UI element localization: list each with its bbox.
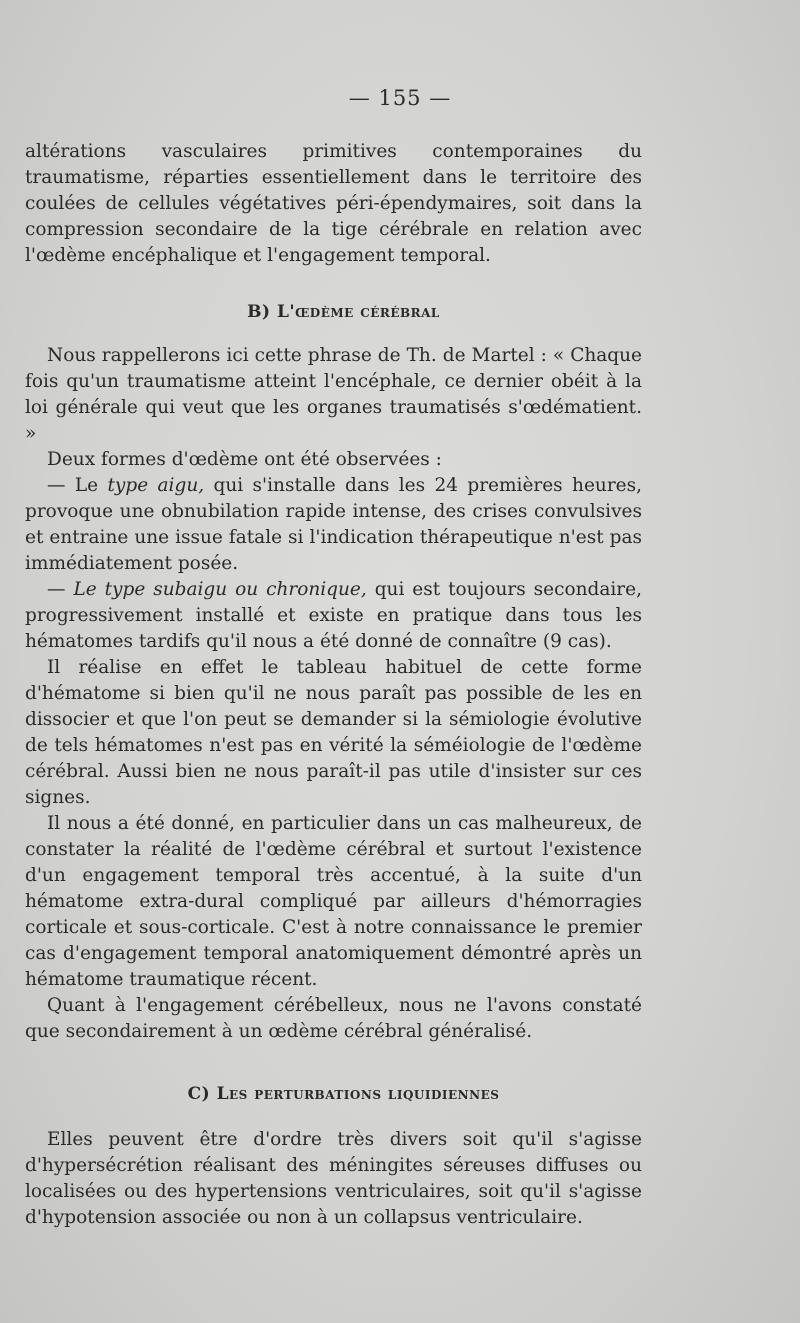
acute-rest: qui s'installe dans les 24 premières heures, provoque une obnubilation rapide intense, des crises convulsives et entraine une issue fatale si l'indication thérapeutique n'est pas immédiatement posée. [25,475,642,574]
section-heading-b [25,299,642,325]
paragraph-subacute-type [25,577,642,655]
section-b-letter: B) [247,302,271,322]
subacute-prefix: — [47,579,74,600]
paragraph-cerebellar: Quant à l'engagement cérébelleux, nous ne l'avons constaté que secondairement à un œdème cérébral généralisé. [25,995,642,1042]
paragraph-martel-quote: Nous rappellerons ici cette phrase de Th. de Martel : « Chaque fois qu'un traumatisme atteint l'encéphale, ce dernier obéit à la loi générale qui veut que les organes traumatisés s'œdématient. » [25,345,642,444]
section-c-letter: C) [187,1084,211,1104]
acute-italic: type aigu, [107,475,205,496]
subacute-rest: qui est toujours secondaire, progressivement installé et existe en pratique dans tous les hématomes tardifs qu'il nous a été donné de connaître (9 cas). [25,579,642,652]
paragraph-case: Il nous a été donné, en particulier dans un cas malheureux, de constater la réalité de l'œdème cérébral et surtout l'existence d'un engagement temporal très accentué, à la suite d'un hématome extra-dural compliqué par ailleurs d'hémorragies corticale et sous-corticale. C'est à notre connaissance le premier cas d'engagement temporal anatomiquement démontré après un hématome traumatique récent. [25,813,642,990]
page-number: — 155 — [348,86,452,110]
paragraph-two-forms: Deux formes d'œdème ont été observées : [47,449,442,470]
page-body [25,139,642,1231]
paragraph-liquid: Elles peuvent être d'ordre très divers soit qu'il s'agisse d'hypersécrétion réalisant des méningites séreuses diffuses ou localisées ou des hypertensions ventriculaires, soit qu'il s'agisse d'hypotension associée ou non à un collapsus ventriculaire. [25,1129,642,1228]
paragraph-tableau: Il réalise en effet le tableau habituel de cette forme d'hématome si bien qu'il ne nous paraît pas possible de les en dissocier et que l'on peut se demander si la sémiologie évolutive de tels hématomes n'est pas en vérité la séméiologie de l'œdème cérébral. Aussi bien ne nous paraît-il pas utile d'insister sur ces signes. [25,657,642,808]
acute-prefix: — Le [47,475,108,496]
section-b-title: L'œdème cérébral [276,302,440,322]
subacute-italic: Le type subaigu ou chronique, [73,579,367,600]
paragraph-acute-type [25,473,642,577]
section-heading-c [25,1081,642,1107]
paragraph-intro: altérations vasculaires primitives contemporaines du traumatisme, réparties essentiellement dans le territoire des coulées de cellules végétatives péri-épendymaires, soit dans la compression secondaire de la tige cérébrale en relation avec l'œdème encéphalique et l'engagement temporal. [25,141,642,266]
section-c-title: Les perturbations liquidiennes [216,1084,500,1104]
